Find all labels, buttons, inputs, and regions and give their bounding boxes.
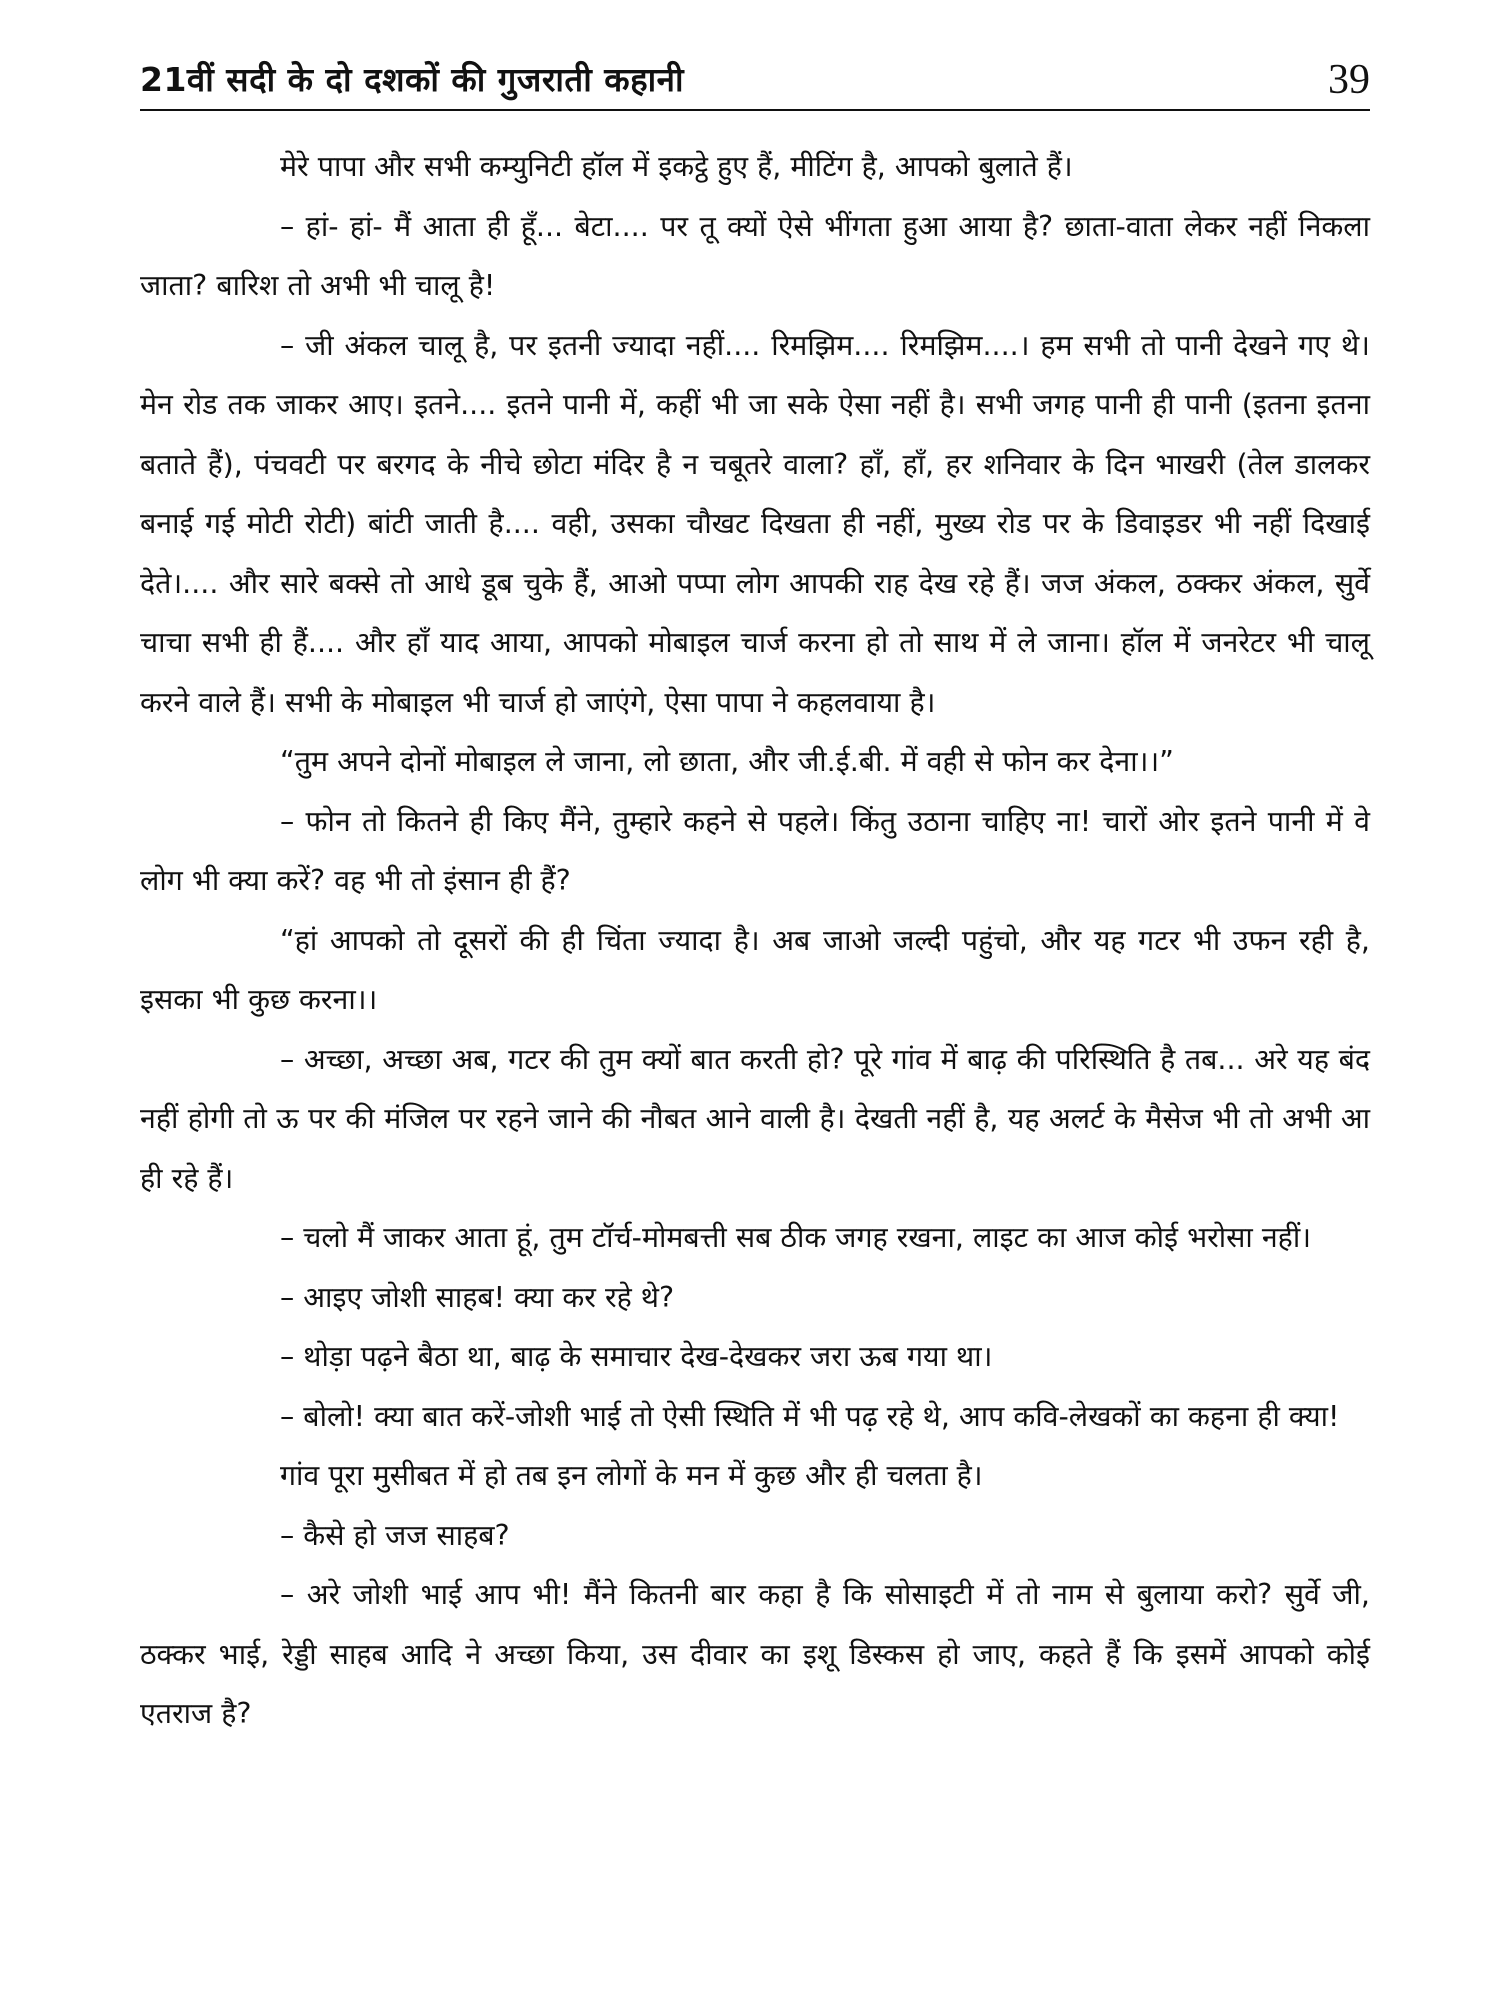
body-text (140, 137, 1370, 1744)
paragraph: – कैसे हो जज साहब? (280, 1518, 510, 1552)
paragraph: – अरे जोशी भाई आप भी! मैंने कितनी बार कहा है कि सोसाइटी में तो नाम से बुलाया करो? सुर्वे जी, ठक्कर भाई, रेड्डी साहब आदि ने अच्छा किया, उस दीवार का इशू डिस्कस हो जाए, कहते हैं कि इसमें आपको कोई एतराज है? (140, 1578, 1370, 1730)
page-number: 39 (1328, 57, 1370, 103)
paragraph: “तुम अपने दोनों मोबाइल ले जाना, लो छाता, और जी.ई.बी. में वही से फोन कर देना।।” (280, 745, 1174, 778)
paragraph: “हां आपको तो दूसरों की ही चिंता ज्यादा है। अब जाओ जल्दी पहुंचो, और यह गटर भी उफन रही है, इसका भी कुछ करना।। (140, 923, 1370, 1016)
running-title: 21वीं सदी के दो दशकों की गुजराती कहानी (140, 60, 685, 99)
paragraph: – आइए जोशी साहब! क्या कर रहे थे? (280, 1280, 675, 1314)
paragraph: – हां- हां- मैं आता ही हूँ... बेटा.... पर तू क्यों ऐसे भींगता हुआ आया है? छाता-वाता लेकर नहीं निकला जाता? बारिश तो अभी भी चालू है! (140, 209, 1370, 302)
paragraph: गांव पूरा मुसीबत में हो तब इन लोगों के मन में कुछ और ही चलता है। (280, 1459, 983, 1492)
paragraph: – बोलो! क्या बात करें-जोशी भाई तो ऐसी स्थिति में भी पढ़ रहे थे, आप कवि-लेखकों का कहना ही क्या! (280, 1399, 1340, 1433)
paragraph: – फोन तो कितने ही किए मैंने, तुम्हारे कहने से पहले। किंतु उठाना चाहिए ना! चारों ओर इतने पानी में वे लोग भी क्या करें? वह भी तो इंसान ही हैं? (140, 804, 1370, 897)
paragraph: मेरे पापा और सभी कम्युनिटी हॉल में इकट्ठे हुए हैं, मीटिंग है, आपको बुलाते हैं। (280, 150, 1073, 183)
paragraph: – चलो मैं जाकर आता हूं, तुम टॉर्च-मोमबत्ती सब ठीक जगह रखना, लाइट का आज कोई भरोसा नहीं। (280, 1221, 1312, 1254)
paragraph: – अच्छा, अच्छा अब, गटर की तुम क्यों बात करती हो? पूरे गांव में बाढ़ की परिस्थिति है तब... अरे यह बंद नहीं होगी तो ऊ पर की मंजिल पर रहने जाने की नौबत आने वाली है। देखती नहीं है, यह अलर्ट के मैसेज भी तो अभी आ ही रहे हैं। (140, 1042, 1370, 1195)
running-header (140, 56, 1370, 111)
paragraph: – थोड़ा पढ़ने बैठा था, बाढ़ के समाचार देख-देखकर जरा ऊब गया था। (280, 1340, 993, 1373)
paragraph: – जी अंकल चालू है, पर इतनी ज्यादा नहीं.... रिमझिम.... रिमझिम....। हम सभी तो पानी देखने गए थे। मेन रोड तक जाकर आए। इतने.... इतने पानी में, कहीं भी जा सके ऐसा नहीं है। सभी जगह पानी ही पानी (इतना इतना बताते हैं), पंचवटी पर बरगद के नीचे छोटा मंदिर है न चबूतरे वाला? हाँ, हाँ, हर शनिवार के दिन भाखरी (तेल डालकर बनाई गई मोटी रोटी) बांटी जाती है.... वही, उसका चौखट दिखता ही नहीं, मुख्य रोड पर के डिवाइडर भी नहीं दिखाई देते।.... और सारे बक्से तो आधे डूब चुके हैं, आओ पप्पा लोग आपकी राह देख रहे हैं। जज अंकल, ठक्कर अंकल, सुर्वे चाचा सभी ही हैं.... और हाँ याद आया, आपको मोबाइल चार्ज करना हो तो साथ में ले जाना। हॉल में जनरेटर भी चालू करने वाले हैं। सभी के मोबाइल भी चार्ज हो जाएंगे, ऐसा पापा ने कहलवाया है। (140, 328, 1370, 719)
